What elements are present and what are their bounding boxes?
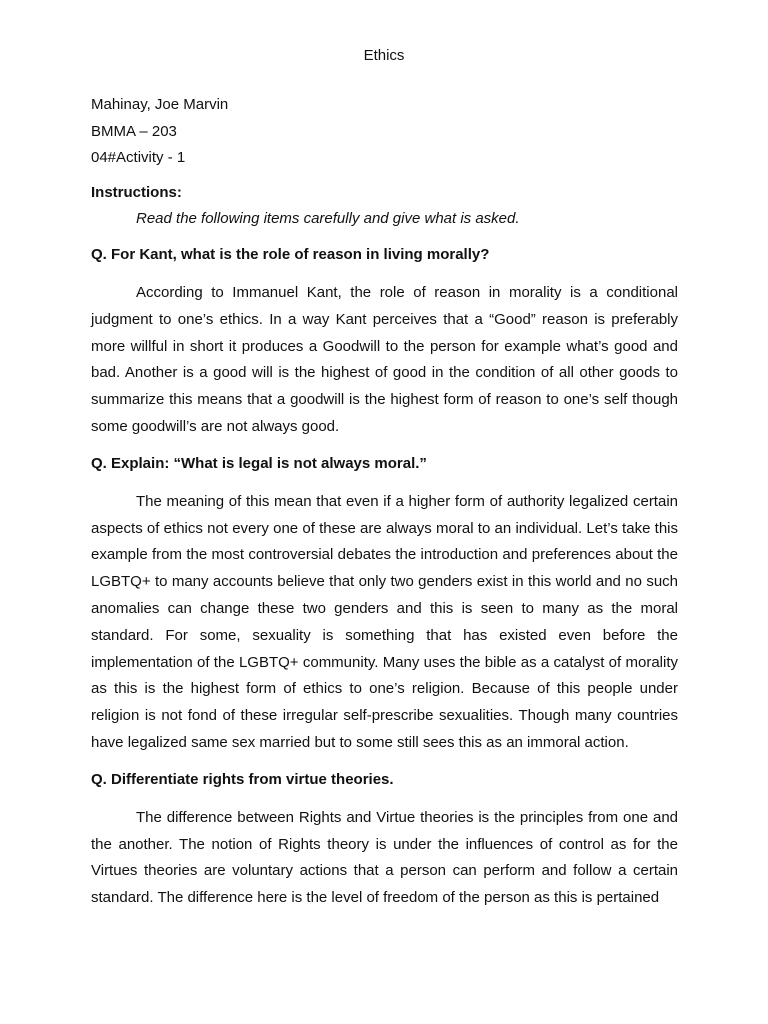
question-3: Q. Differentiate rights from virtue theories.	[91, 770, 394, 788]
student-section: BMMA – 203	[91, 122, 177, 140]
instructions-text: Read the following items carefully and give what is asked.	[136, 210, 520, 227]
answer-3: The difference between Rights and Virtue theories is the principles from one and the another. The notion of Rights theory is under the influences of control as for the Virtues theories are voluntary actions that a person can perform and follow a certain standard. The difference here is the level of freedom of the person as this is pertained	[91, 808, 678, 907]
answer-2: The meaning of this mean that even if a higher form of authority legalized certain aspects of ethics not every one of these are always moral to an individual. Let’s take this example from the most controversial debates the introduction and preferences about the LGBTQ+ to many accounts believe that only two genders exist in this world and no such anomalies can change these two genders and this is seen to many as the moral standard. For some, sexuality is something that has existed even before the implementation of the LGBTQ+ community. Many uses the bible as a catalyst of morality as this is the highest form of ethics to one’s religion. Because of this people under religion is not fond of these irregular self-prescribe sexualities. Though many countries have legalized same sex married but to some still sees this as an immoral action.	[91, 492, 678, 751]
student-name: Mahinay, Joe Marvin	[91, 96, 229, 113]
activity-label: 04#Activity - 1	[91, 149, 186, 166]
answer-1: According to Immanuel Kant, the role of reason in morality is a conditional judgment to one’s ethics. In a way Kant perceives that a “Good” reason is preferably more willful in short it produces a Goodwill to the person for example what’s good and bad. Another is a good will is the highest of good in the condition of all other goods to summarize this means that a goodwill is the highest form of reason to one’s self though some goodwill’s are not always good.	[91, 284, 678, 435]
student-info	[91, 92, 228, 172]
question-1: Q. For Kant, what is the role of reason in living morally?	[91, 246, 490, 263]
question-2: Q. Explain: “What is legal is not always moral.”	[91, 454, 427, 472]
document-body	[91, 180, 678, 912]
instructions-label: Instructions:	[91, 184, 182, 201]
page-title: Ethics	[363, 47, 405, 64]
